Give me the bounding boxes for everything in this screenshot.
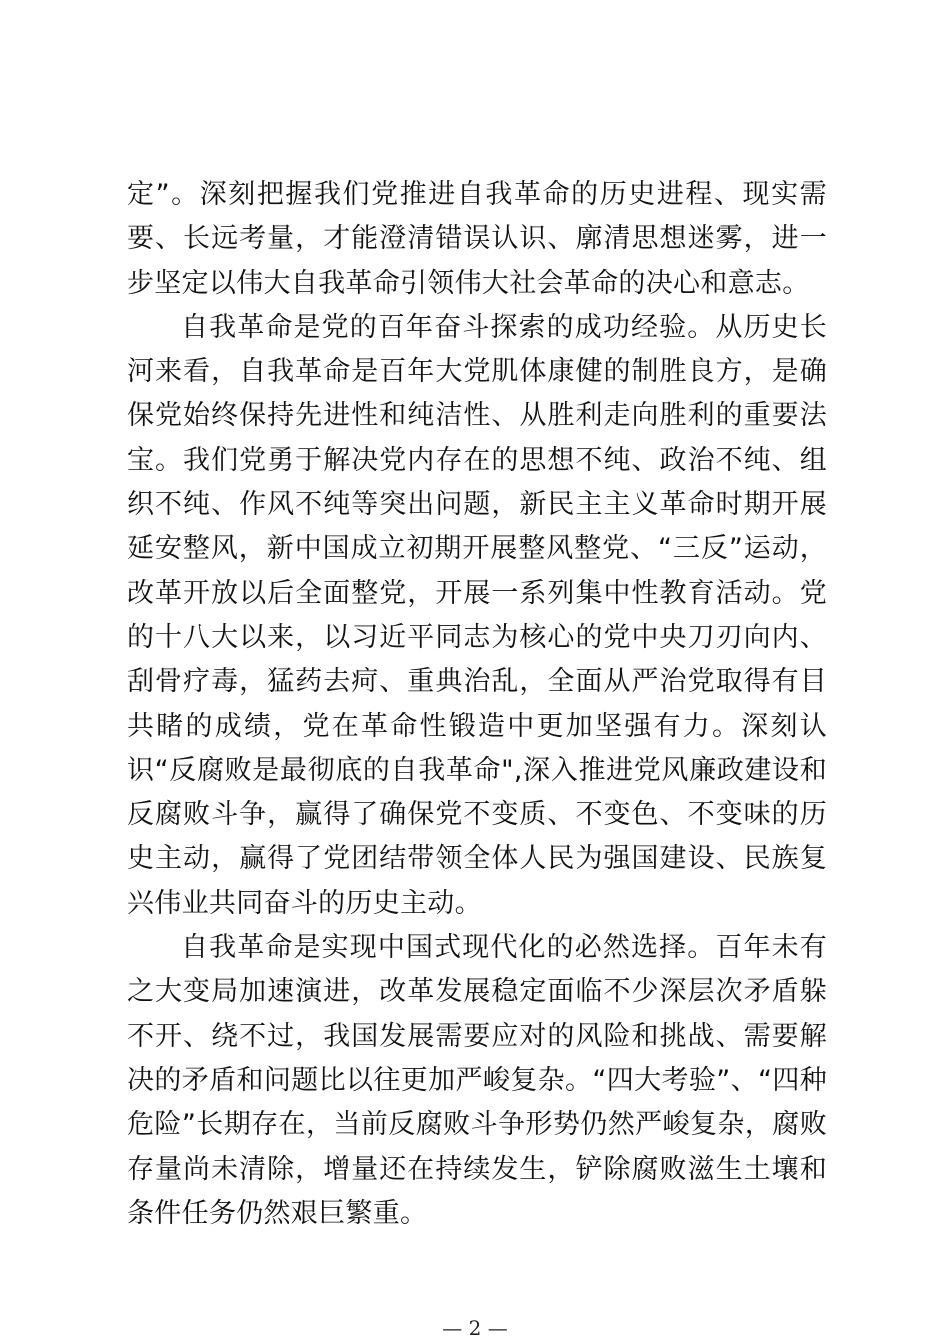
paragraph: 自我革命是实现中国式现代化的必然选择。百年未有之大变局加速演进，改革发展稳定面临不少深层次矛盾躲不开、绕不过，我国发展需要应对的风险和挑战、需要解决的矛盾和问题比以往更加严峻复杂。“四大考验”、“四种危险”长期存在，当前反腐败斗争形势仍然严峻复杂，腐败存量尚未清除，增量还在持续发生，铲除腐败滋生土壤和条件任务仍然艰巨繁重。 [127, 932, 827, 1229]
page-number: — 2 — [442, 1316, 508, 1340]
paragraph: 自我革命是党的百年奋斗探索的成功经验。从历史长河来看，自我革命是百年大党肌体康健的制胜良方，是确保党始终保持先进性和纯洁性、从胜利走向胜利的重要法宝。我们党勇于解决党内存在的思想不纯、政治不纯、组织不纯、作风不纯等突出问题，新民主主义革命时期开展延安整风，新中国成立初期开展整风整党、“三反”运动，改革开放以后全面整党，开展一系列集中性教育活动。党的十八大以来，以习近平同志为核心的党中央刀刃向内、刮骨疗毒，猛药去疴、重典治乱，全面从严治党取得有目共睹的成绩，党在革命性锻造中更加坚强有力。深刻认识“反腐败是最彻底的自我革命",深入推进党风廉政建设和反腐败斗争，赢得了确保党不变质、不变色、不变味的历史主动，赢得了党团结带领全体人民为强国建设、民族复兴伟业共同奋斗的历史主动。 [127, 311, 827, 919]
paragraph: 定”。深刻把握我们党推进自我革命的历史进程、现实需要、长远考量，才能澄清错误认识、廓清思想迷雾，进一步坚定以伟大自我革命引领伟大社会革命的决心和意志。 [127, 179, 827, 299]
body-text [127, 173, 827, 1236]
